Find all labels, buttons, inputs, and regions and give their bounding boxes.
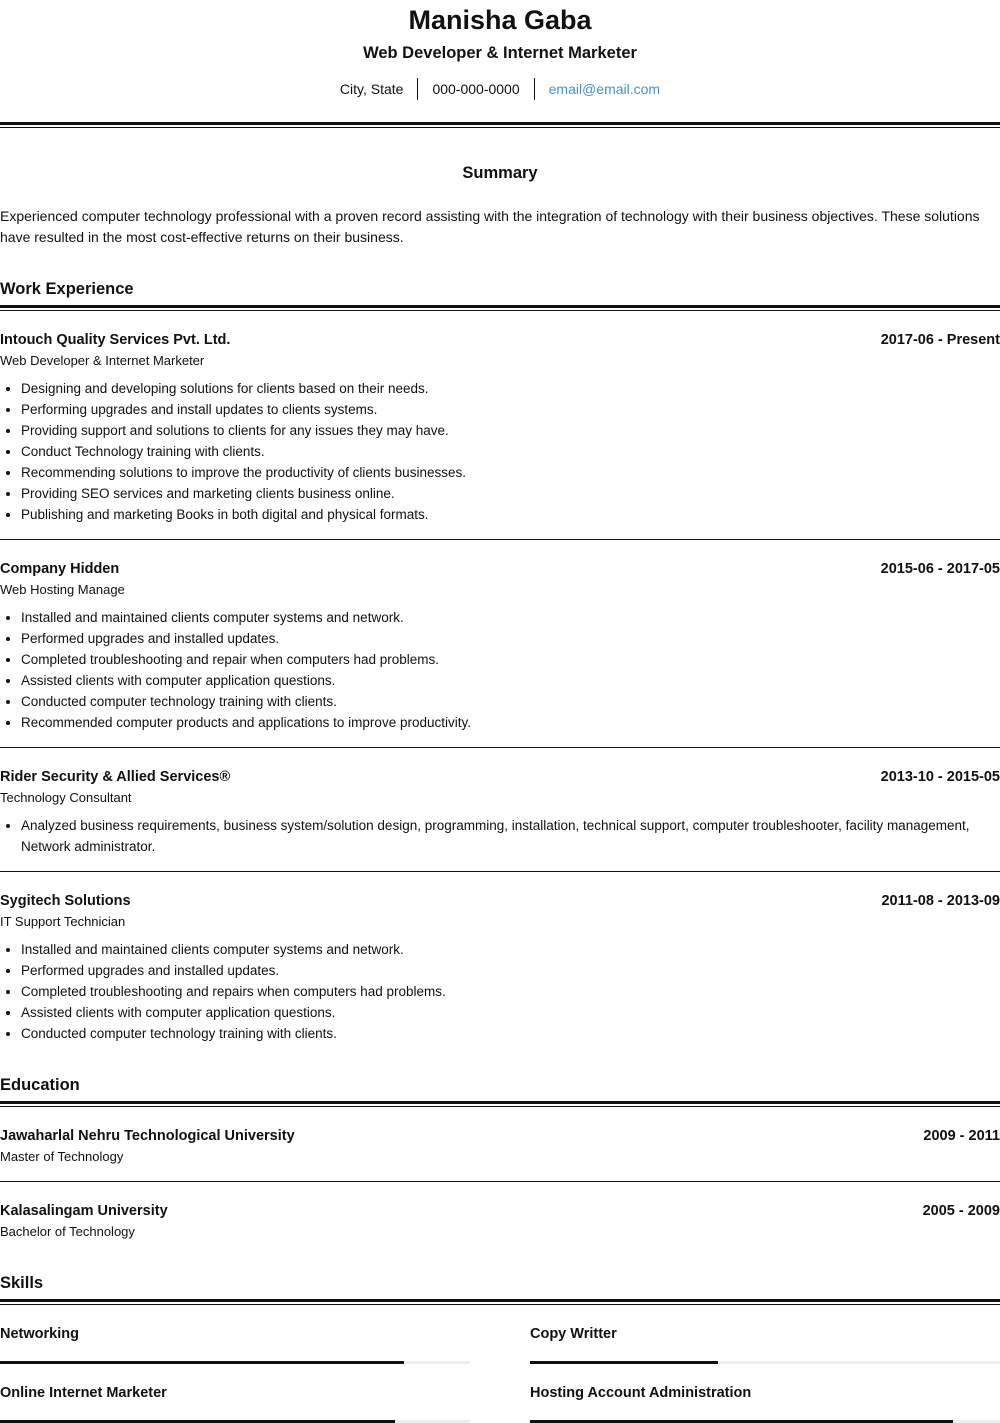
- entry-bullet: • Recommending solutions to improve the productivity of clients businesses.: [21, 462, 1000, 483]
- entry-dates: 2011-08 - 2013-09: [881, 893, 1000, 909]
- entry-bullet: • Recommended computer products and applications to improve productivity.: [21, 712, 1000, 733]
- section-title-education: Education: [0, 1076, 80, 1094]
- entry-institution: Jawaharlal Nehru Technological University: [0, 1128, 295, 1144]
- entry-head: [0, 1125, 1000, 1147]
- skill-name: Copy Writter: [530, 1326, 617, 1342]
- entry-degree: Master of Technology: [0, 1149, 124, 1164]
- contact-email-link[interactable]: email@email.com: [548, 81, 661, 97]
- work-entry: [0, 748, 1000, 872]
- entry-head: [0, 766, 1000, 788]
- entry-bullet-list: [0, 607, 1000, 733]
- resume-header: [0, 0, 1000, 100]
- summary-title: Summary: [462, 164, 538, 182]
- entry-bullet: • Completed troubleshooting and repairs when computers had problems.: [21, 981, 1000, 1002]
- skill-level-track: [0, 1361, 470, 1364]
- work-experience-section: [0, 278, 1000, 1044]
- work-entries: [0, 311, 1000, 1044]
- education-section: [0, 1074, 1000, 1242]
- education-entry: [0, 1182, 1000, 1242]
- skill-item: [0, 1305, 470, 1364]
- candidate-title: Web Developer & Internet Marketer: [363, 44, 637, 62]
- entry-degree: Bachelor of Technology: [0, 1224, 135, 1239]
- entry-bullet: • Performed upgrades and installed updates.: [21, 628, 1000, 649]
- skills-section: [0, 1272, 1000, 1423]
- candidate-name: Manisha Gaba: [408, 5, 592, 35]
- education-entry: [0, 1107, 1000, 1182]
- skill-item: [0, 1364, 470, 1423]
- entry-bullet: • Performed upgrades and installed updates.: [21, 960, 1000, 981]
- entry-bullet: • Providing SEO services and marketing clients business online.: [21, 483, 1000, 504]
- entry-organization: Company Hidden: [0, 561, 120, 577]
- entry-role: IT Support Technician: [0, 914, 126, 929]
- summary-section: [0, 162, 1000, 248]
- skill-name: Online Internet Marketer: [0, 1385, 167, 1401]
- section-title-work: Work Experience: [0, 280, 134, 298]
- entry-head: [0, 890, 1000, 912]
- entry-bullet: • Conduct Technology training with clients.: [21, 441, 1000, 462]
- entry-head: [0, 329, 1000, 351]
- contact-location: City, State: [339, 81, 404, 97]
- entry-bullet-list: [0, 815, 1000, 857]
- skills-grid: [0, 1305, 1000, 1423]
- entry-bullet-list: [0, 939, 1000, 1044]
- skill-name: Networking: [0, 1326, 79, 1342]
- skill-level-track: [530, 1361, 1000, 1364]
- entry-bullet: • Designing and developing solutions for clients based on their needs.: [21, 378, 1000, 399]
- skill-level-fill: [530, 1361, 718, 1364]
- entry-head: [0, 1200, 1000, 1222]
- skill-name: Hosting Account Administration: [530, 1385, 752, 1401]
- entry-bullet: • Performing upgrades and install updates to clients systems.: [21, 399, 1000, 420]
- entry-bullet: • Completed troubleshooting and repair when computers had problems.: [21, 649, 1000, 670]
- work-entry: [0, 872, 1000, 1044]
- entry-dates: 2013-10 - 2015-05: [880, 769, 1000, 785]
- entry-role: Web Developer & Internet Marketer: [0, 353, 205, 368]
- entry-institution: Kalasalingam University: [0, 1203, 168, 1219]
- entry-bullet: • Installed and maintained clients computer systems and network.: [21, 939, 1000, 960]
- work-entry: [0, 540, 1000, 748]
- section-title-skills: Skills: [0, 1274, 44, 1292]
- header-rule: [0, 122, 1000, 128]
- skill-item: [530, 1364, 1000, 1423]
- entry-organization: Intouch Quality Services Pvt. Ltd.: [0, 332, 231, 348]
- entry-dates: 2017-06 - Present: [880, 332, 1000, 348]
- entry-dates: 2015-06 - 2017-05: [880, 561, 1000, 577]
- skill-level-fill: [0, 1361, 404, 1364]
- entry-organization: Rider Security & Allied Services®: [0, 769, 231, 785]
- entry-bullet: • Assisted clients with computer application questions.: [21, 670, 1000, 691]
- contact-phone: 000-000-0000: [432, 81, 520, 97]
- entry-role: Technology Consultant: [0, 790, 132, 805]
- entry-dates: 2009 - 2011: [923, 1128, 1000, 1144]
- work-entry: [0, 311, 1000, 540]
- entry-bullet: • Assisted clients with computer application questions.: [21, 1002, 1000, 1023]
- entry-head: [0, 558, 1000, 580]
- entry-dates: 2005 - 2009: [922, 1203, 1000, 1219]
- entry-bullet: • Analyzed business requirements, business system/solution design, programming, installation, technical support, computer troubleshooter, facility management, Network administrator.: [21, 815, 1000, 857]
- entry-bullet: • Providing support and solutions to clients for any issues they may have.: [21, 420, 1000, 441]
- entry-organization: Sygitech Solutions: [0, 893, 131, 909]
- entry-bullet: • Conducted computer technology training with clients.: [21, 1023, 1000, 1044]
- skill-item: [530, 1305, 1000, 1364]
- entry-bullet: • Installed and maintained clients computer systems and network.: [21, 607, 1000, 628]
- entry-bullet-list: [0, 378, 1000, 525]
- summary-text: Experienced computer technology professional with a proven record assisting with the integration of technology with their business objectives. These solutions have resulted in the most cost-effective returns on their business.: [0, 208, 980, 245]
- contact-bar: [0, 78, 1000, 100]
- entry-role: Web Hosting Manage: [0, 582, 125, 597]
- education-entries: [0, 1107, 1000, 1242]
- entry-bullet: • Conducted computer technology training with clients.: [21, 691, 1000, 712]
- entry-bullet: • Publishing and marketing Books in both digital and physical formats.: [21, 504, 1000, 525]
